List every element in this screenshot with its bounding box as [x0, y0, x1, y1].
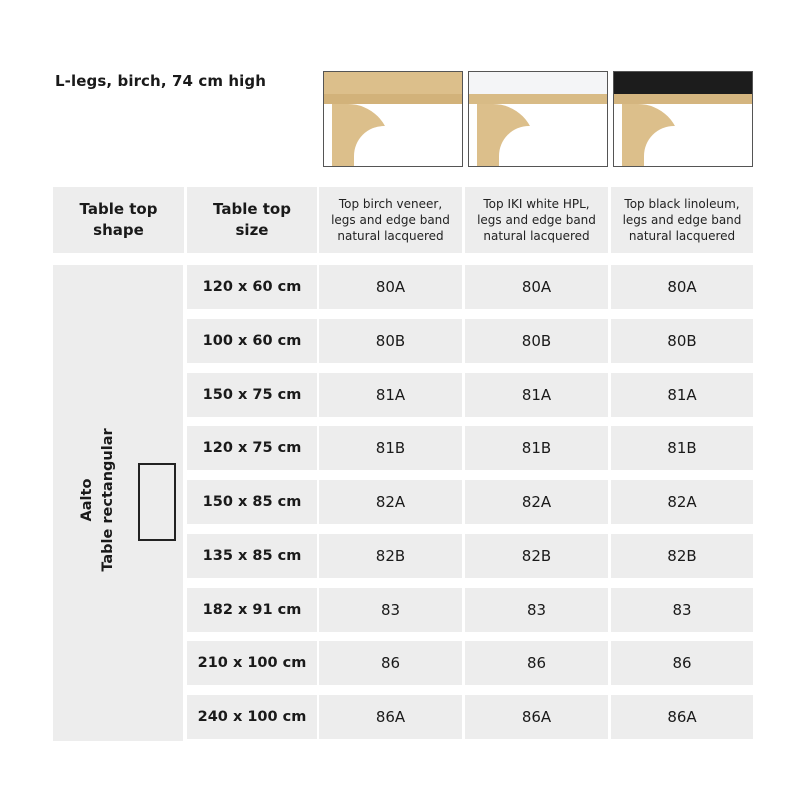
- model-code-cell: 82A: [319, 480, 462, 524]
- header-finish-1: Top birch veneer, legs and edge band natural lacquered: [319, 187, 462, 253]
- swatch-edge: [324, 94, 462, 104]
- model-code-cell: 86A: [611, 695, 753, 739]
- model-code-cell: 81B: [465, 426, 608, 470]
- swatch-white-hpl: [468, 71, 608, 167]
- size-cell: 100 x 60 cm: [187, 319, 317, 363]
- model-code-cell: 82A: [465, 480, 608, 524]
- model-code-cell: 80B: [319, 319, 462, 363]
- model-code-cell: 81B: [611, 426, 753, 470]
- model-code-cell: 82B: [319, 534, 462, 578]
- model-code-cell: 83: [319, 588, 462, 632]
- header-shape: Table top shape: [53, 187, 184, 253]
- model-code-cell: 83: [465, 588, 608, 632]
- model-code-cell: 80A: [465, 265, 608, 309]
- model-code-cell: 82A: [611, 480, 753, 524]
- shape-label: Aalto Table rectangular: [79, 428, 116, 572]
- size-cell: 240 x 100 cm: [187, 695, 317, 739]
- page-title: L-legs, birch, 74 cm high: [55, 72, 267, 90]
- size-cell: 150 x 75 cm: [187, 373, 317, 417]
- swatch-birch-veneer: [323, 71, 463, 167]
- header-size: Table top size: [187, 187, 317, 253]
- size-cell: 182 x 91 cm: [187, 588, 317, 632]
- model-code-cell: 86A: [319, 695, 462, 739]
- model-code-cell: 81A: [465, 373, 608, 417]
- size-cell: 150 x 85 cm: [187, 480, 317, 524]
- header-finish-2: Top IKI white HPL, legs and edge band natural lacquered: [465, 187, 608, 253]
- model-code-cell: 83: [611, 588, 753, 632]
- model-code-cell: 86: [611, 641, 753, 685]
- header-finish-3: Top black linoleum, legs and edge band natural lacquered: [611, 187, 753, 253]
- model-code-cell: 82B: [611, 534, 753, 578]
- model-code-cell: 81B: [319, 426, 462, 470]
- swatch-top: [614, 72, 752, 94]
- swatch-black-linoleum: [613, 71, 753, 167]
- size-cell: 210 x 100 cm: [187, 641, 317, 685]
- size-cell: 120 x 75 cm: [187, 426, 317, 470]
- swatch-edge: [614, 94, 752, 104]
- model-code-cell: 80B: [611, 319, 753, 363]
- model-code-cell: 80B: [465, 319, 608, 363]
- swatch-top: [324, 72, 462, 94]
- model-code-cell: 86: [465, 641, 608, 685]
- model-code-cell: 81A: [611, 373, 753, 417]
- model-code-cell: 81A: [319, 373, 462, 417]
- size-cell: 135 x 85 cm: [187, 534, 317, 578]
- model-code-cell: 82B: [465, 534, 608, 578]
- model-code-cell: 86: [319, 641, 462, 685]
- model-code-cell: 86A: [465, 695, 608, 739]
- model-code-cell: 80A: [611, 265, 753, 309]
- swatch-edge: [469, 94, 607, 104]
- size-cell: 120 x 60 cm: [187, 265, 317, 309]
- rectangle-shape-icon: [138, 463, 176, 541]
- model-code-cell: 80A: [319, 265, 462, 309]
- swatch-top: [469, 72, 607, 94]
